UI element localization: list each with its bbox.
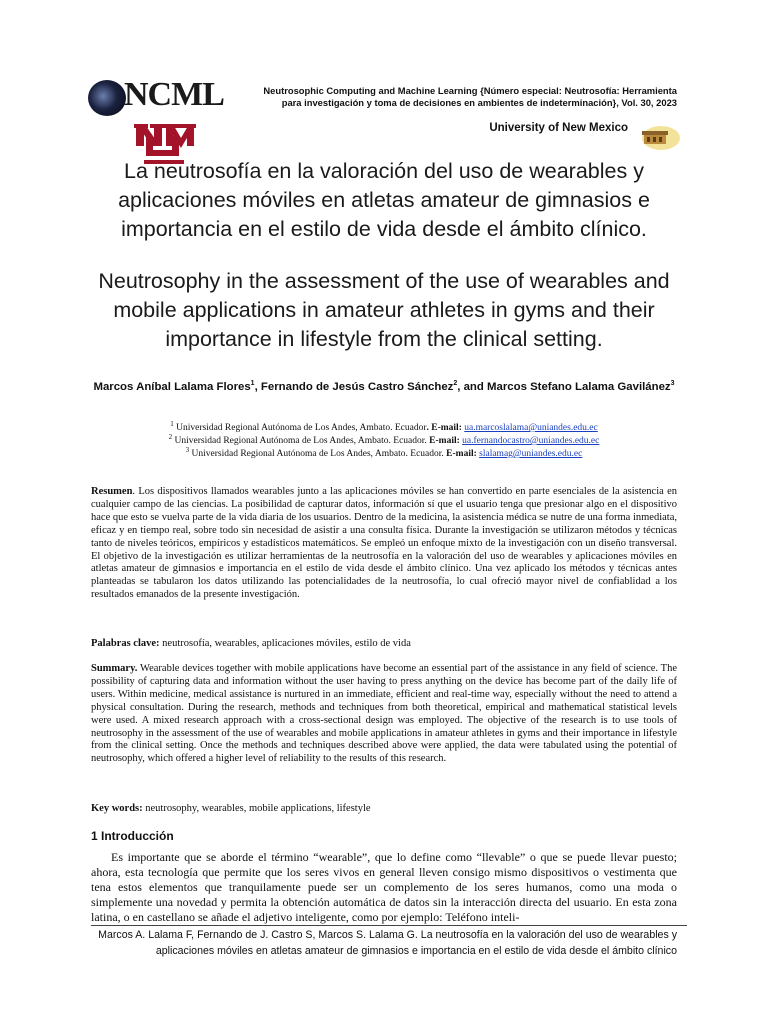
summary-text: Wearable devices together with mobile applications have become an essential part of the assistance in any field of science. The possibility of capturing data and information without the user having to press anything on the device has become part of the daily life of users. Within medicine, medical assistance is nurtured in an immediate, efficient and real-time way, especially without the need to attend a physical consultation. During the research, methods and techniques from both theoretical, empirical and mathematical statistical levels were used. A mixed research approach with a cross-sectional design was employed. The objective of the research is to use tools of neutrosophy in the assessment of the use of wearables and mobile applications in amateur athletes in gyms and their importance in lifestyle from the clinical setting. Once the methods and techniques described above were applied, the data were tabulated using the potential of neutrosophy, which offered a higher level of reliability to the results of this research. <box>91 663 677 765</box>
affiliation-text: Universidad Regional Autónoma de Los Andes, Ambato. Ecuador <box>173 423 427 434</box>
ncml-logo-icon <box>88 76 238 116</box>
email-label: E-mail: <box>426 436 463 447</box>
keywords-text: neutrosophy, wearables, mobile applications, lifestyle <box>142 803 371 814</box>
author-sup: 1 <box>250 380 255 387</box>
palabras-text: neutrosofía, wearables, aplicaciones móviles, estilo de vida <box>159 638 411 649</box>
author-sup: 2 <box>453 380 458 387</box>
author-separator: , <box>254 380 261 393</box>
email-link[interactable]: slalamag@uniandes.edu.ec <box>479 449 583 460</box>
author-separator: , and <box>457 380 488 393</box>
email-link[interactable]: ua.marcoslalama@uniandes.edu.ec <box>464 423 598 434</box>
authors <box>80 377 688 394</box>
email-label: . E-mail: <box>426 423 465 434</box>
university-name: University of New Mexico <box>489 122 628 134</box>
title-english: Neutrosophy in the assessment of the use of wearables and mobile applications in amateur athletes in gyms and their importance in lifestyle from the clinical setting. <box>98 269 670 351</box>
logo-text: NCML <box>124 76 224 113</box>
affiliation-text: Universidad Regional Autónoma de Los Andes, Ambato. Ecuador. <box>189 449 444 460</box>
footer-divider <box>91 925 687 926</box>
author-name: Marcos Stefano Lalama Gavilánez <box>487 380 671 393</box>
author-name: Marcos Aníbal Lalama Flores <box>93 380 251 393</box>
palabras-label: Palabras clave: <box>91 638 160 649</box>
affiliation-num: 2 <box>168 433 173 441</box>
palabras-clave <box>91 637 677 650</box>
resumen-paragraph <box>91 486 677 602</box>
author-name: Fernando de Jesús Castro Sánchez <box>260 380 454 393</box>
affiliation-text: Universidad Regional Autónoma de Los Andes, Ambato. Ecuador. <box>172 436 427 447</box>
resumen-text: . Los dispositivos llamados wearables junto a las aplicaciones móviles se han convertido en parte esenciales de la asistencia en cualquier campo de las ciencias. La posibilidad de capturar datos, información sí que el usuario tenga que presionar algo en el dispositivo hace que esto se vuelva parte de la vida diaria de los usuarios. Dentro de la medicina, la asistencia médica se nutre de una forma inmediata, eficaz y en tiempo real, sobre todo sin necesidad de asistir a una consulta física. Durante la investigación se utilizaron métodos y técnicas tanto de niveles teóricos, empíricos y estadísticos matemáticos. Se empleó un enfoque mixto de la investigación con un diseño transversal. El objetivo de la investigación es utilizar herramientas de la neutrosofía en la valoración del uso de wearables y aplicaciones móviles en atletas amateur de gimnasios e importancia en el estilo de vida desde el ámbito clínico. Una vez aplicado los métodos y técnicas antes planteadas se tabularon los datos utilizando las potencialidades de la neutrosofía, lo cual ofreció mayor nivel de confiablidad a los resultados emanados de la presente investigación. <box>91 486 677 601</box>
affiliation <box>80 444 688 460</box>
journal-info: Neutrosophic Computing and Machine Learning {Número especial: Neutrosofía: Herramienta para investigación y toma de decisiones en ambientes de indeterminación}, Vol. 30, 2023 <box>263 85 677 108</box>
summary-paragraph <box>91 663 677 766</box>
summary-label: Summary. <box>91 663 138 674</box>
affiliation-num: 1 <box>170 420 174 428</box>
resumen-label: Resumen <box>91 486 133 497</box>
intro-paragraph: Es importante que se aborde el término “wearable”, que lo define como “llevable” o que se puede llevar puesto; ahora, esta tecnología que permite que los seres vivos en general lleven consigo mismo dispositivos o vestimenta que tena estos elementos que tranquilamente puede ser un complemento de los seres humanos, como una moda o simplemente una novedad y permita la obtención automática de datos sin la interacción directa del usuario. En esta zona latina, o en castellano se añade el adjetivo inteligente, como por ejemplo: Teléfono inteli- <box>91 850 677 925</box>
keywords <box>91 802 677 815</box>
author-sup: 3 <box>670 380 675 387</box>
affiliation-num: 3 <box>185 446 190 454</box>
ncml-orb-icon <box>88 80 126 116</box>
keywords-label: Key words: <box>91 803 143 814</box>
email-link[interactable]: ua.fernandocastro@uniandes.edu.ec <box>462 436 600 447</box>
footer-citation: Marcos A. Lalama F, Fernando de J. Castro S, Marcos S. Lalama G. La neutrosofía en la valoración del uso de wearables y aplicaciones móviles en atletas amateur de gimnasios e importancia en el estilo de vida desde el ámbito clínico <box>98 929 677 957</box>
title-spanish: La neutrosofía en la valoración del uso de wearables y aplicaciones móviles en atletas amateur de gimnasios e importancia en el estilo de vida desde el ámbito clínico. <box>118 159 650 241</box>
email-label: E-mail: <box>443 449 480 460</box>
university-icon <box>634 122 680 150</box>
section-heading: 1 Introducción <box>91 829 174 843</box>
